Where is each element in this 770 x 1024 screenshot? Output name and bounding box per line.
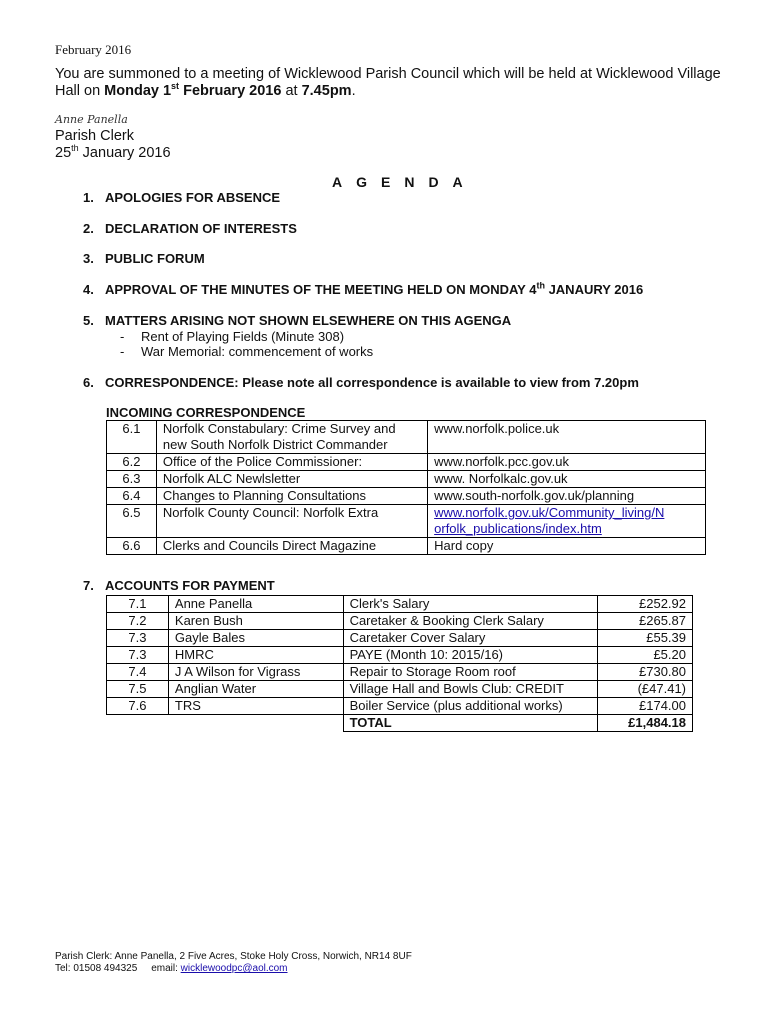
description-cell: Caretaker & Booking Clerk Salary bbox=[343, 613, 597, 630]
description-cell: Norfolk ALC Newlsletter bbox=[156, 471, 427, 488]
link-cell: Hard copy bbox=[428, 538, 706, 555]
description-cell: Office of the Police Commissioner: bbox=[156, 454, 427, 471]
table-row bbox=[107, 664, 693, 681]
table-row bbox=[107, 630, 693, 647]
ref-cell: 7.6 bbox=[107, 698, 169, 715]
agenda-item-suffix: th bbox=[536, 280, 545, 291]
payee-cell: Gayle Bales bbox=[168, 630, 343, 647]
summons-time: 7.45pm bbox=[301, 83, 352, 99]
ref-cell: 6.6 bbox=[107, 538, 157, 555]
ref-cell: 6.2 bbox=[107, 454, 157, 471]
clerk-signature: Anne Panella bbox=[55, 113, 128, 126]
amount-cell: (£47.41) bbox=[598, 681, 693, 698]
norfolk-publications-link-cont[interactable]: orfolk_publications/index.htm bbox=[434, 521, 602, 536]
amount-cell: £730.80 bbox=[598, 664, 693, 681]
description-line: new South Norfolk District Commander bbox=[162, 437, 388, 452]
summons-text: You are summoned to a meeting of Wicklewood Parish Council which will be held at Wicklewood Village Hall on bbox=[55, 66, 721, 99]
clerk-date bbox=[55, 145, 171, 161]
matters-arising-item bbox=[120, 329, 344, 344]
description-cell: Changes to Planning Consultations bbox=[156, 488, 427, 505]
agenda-item-number: 6. bbox=[83, 375, 94, 390]
agenda-item-number: 4. bbox=[83, 282, 94, 297]
amount-cell: £265.87 bbox=[598, 613, 693, 630]
link-cell: www. Norfolkalc.gov.uk bbox=[428, 471, 706, 488]
description-cell: Boiler Service (plus additional works) bbox=[343, 698, 597, 715]
table-row bbox=[107, 488, 706, 505]
agenda-item-text: CORRESPONDENCE: Please note all correspondence is available to view from 7.20pm bbox=[105, 375, 639, 390]
amount-cell: £252.92 bbox=[598, 596, 693, 613]
footer-email-label: email: bbox=[137, 963, 181, 974]
agenda-item-number: 2. bbox=[83, 221, 94, 236]
table-row bbox=[107, 596, 693, 613]
ref-cell: 6.5 bbox=[107, 505, 157, 538]
agenda-item-text: ACCOUNTS FOR PAYMENT bbox=[105, 578, 275, 593]
description-cell: Repair to Storage Room roof bbox=[343, 664, 597, 681]
amount-cell: £5.20 bbox=[598, 647, 693, 664]
description-cell: Clerks and Councils Direct Magazine bbox=[156, 538, 427, 555]
payee-cell: TRS bbox=[168, 698, 343, 715]
ref-cell: 6.3 bbox=[107, 471, 157, 488]
meeting-summons bbox=[55, 66, 735, 100]
agenda-item-text: APPROVAL OF THE MINUTES OF THE MEETING HELD ON MONDAY 4 bbox=[105, 282, 537, 297]
bullet-dash: - bbox=[120, 344, 125, 359]
description-cell: Caretaker Cover Salary bbox=[343, 630, 597, 647]
payee-cell: Anglian Water bbox=[168, 681, 343, 698]
total-amount: £1,484.18 bbox=[598, 715, 693, 732]
table-row bbox=[107, 698, 693, 715]
ref-cell: 6.1 bbox=[107, 421, 157, 454]
agenda-item-text: APOLOGIES FOR ABSENCE bbox=[105, 190, 281, 205]
ref-cell: 7.3 bbox=[107, 630, 169, 647]
table-row bbox=[107, 421, 706, 454]
table-row bbox=[107, 505, 706, 538]
agenda-item-text: MATTERS ARISING NOT SHOWN ELSEWHERE ON THIS AGENGA bbox=[105, 313, 512, 328]
empty-cell bbox=[107, 715, 169, 732]
header-date: February 2016 bbox=[55, 42, 132, 57]
table-row bbox=[107, 471, 706, 488]
summons-day: Monday 1 bbox=[104, 83, 172, 99]
total-row bbox=[107, 715, 693, 732]
ref-cell: 7.5 bbox=[107, 681, 169, 698]
payee-cell: Karen Bush bbox=[168, 613, 343, 630]
agenda-item-number: 7. bbox=[83, 578, 94, 593]
link-cell: www.south-norfolk.gov.uk/planning bbox=[428, 488, 706, 505]
payee-cell: Anne Panella bbox=[168, 596, 343, 613]
empty-cell bbox=[168, 715, 343, 732]
norfolk-publications-link[interactable]: www.norfolk.gov.uk/Community_living/N bbox=[434, 505, 665, 520]
ref-cell: 6.4 bbox=[107, 488, 157, 505]
agenda-item-text: PUBLIC FORUM bbox=[105, 251, 205, 266]
agenda-item-text: DECLARATION OF INTERESTS bbox=[105, 221, 297, 236]
ref-cell: 7.4 bbox=[107, 664, 169, 681]
ref-cell: 7.2 bbox=[107, 613, 169, 630]
matters-arising-text: Rent of Playing Fields (Minute 308) bbox=[141, 329, 345, 344]
description-cell: Norfolk County Council: Norfolk Extra bbox=[156, 505, 427, 538]
total-label: TOTAL bbox=[343, 715, 597, 732]
payee-cell: HMRC bbox=[168, 647, 343, 664]
agenda-item-4 bbox=[83, 282, 643, 297]
table-row bbox=[107, 538, 706, 555]
agenda-item-number: 5. bbox=[83, 313, 94, 328]
description-cell: Clerk's Salary bbox=[343, 596, 597, 613]
clerk-date-suffix: th bbox=[71, 143, 79, 154]
description-line: Norfolk Constabulary: Crime Survey and bbox=[162, 421, 396, 436]
agenda-item-tail: JANAURY 2016 bbox=[544, 282, 644, 297]
link-cell bbox=[428, 505, 706, 538]
description-cell: PAYE (Month 10: 2015/16) bbox=[343, 647, 597, 664]
agenda-item-7 bbox=[83, 578, 275, 593]
clerk-title: Parish Clerk bbox=[55, 128, 134, 144]
agenda-item-2 bbox=[83, 221, 297, 236]
table-row bbox=[107, 454, 706, 471]
bullet-dash: - bbox=[120, 329, 125, 344]
correspondence-table bbox=[106, 420, 706, 555]
footer-address: Parish Clerk: Anne Panella, 2 Five Acres, Stoke Holy Cross, Norwich, NR14 8UF bbox=[55, 951, 412, 962]
ref-cell: 7.1 bbox=[107, 596, 169, 613]
link-cell: www.norfolk.pcc.gov.uk bbox=[428, 454, 706, 471]
matters-arising-text: War Memorial: commencement of works bbox=[141, 344, 374, 359]
amount-cell: £55.39 bbox=[598, 630, 693, 647]
agenda-item-number: 1. bbox=[83, 190, 94, 205]
agenda-item-3 bbox=[83, 251, 205, 266]
agenda-item-1 bbox=[83, 190, 280, 205]
link-cell bbox=[428, 421, 706, 454]
table-row bbox=[107, 681, 693, 698]
accounts-table bbox=[106, 595, 693, 732]
summons-day-suffix: st bbox=[171, 81, 180, 92]
clerk-date-day: 25 bbox=[55, 145, 72, 161]
ref-cell: 7.3 bbox=[107, 647, 169, 664]
table-row bbox=[107, 647, 693, 664]
agenda-item-number: 3. bbox=[83, 251, 94, 266]
agenda-item-5 bbox=[83, 313, 511, 328]
summons-at: at bbox=[281, 83, 302, 99]
table-row bbox=[107, 613, 693, 630]
website-text: www.norfolk.police.uk bbox=[434, 421, 560, 436]
agenda-item-6 bbox=[83, 375, 639, 390]
description-cell bbox=[156, 421, 427, 454]
summons-month-year: February 2016 bbox=[179, 83, 282, 99]
amount-cell: £174.00 bbox=[598, 698, 693, 715]
agenda-heading: AGENDA bbox=[332, 174, 477, 190]
footer-tel: Tel: 01508 494325 bbox=[55, 963, 138, 974]
footer bbox=[55, 951, 412, 975]
footer-email-link[interactable]: wicklewoodpc@aol.com bbox=[180, 963, 288, 974]
clerk-date-rest: January 2016 bbox=[78, 145, 171, 161]
summons-end: . bbox=[351, 83, 356, 99]
footer-contact bbox=[55, 963, 412, 975]
matters-arising-item bbox=[120, 344, 373, 359]
description-cell: Village Hall and Bowls Club: CREDIT bbox=[343, 681, 597, 698]
payee-cell: J A Wilson for Vigrass bbox=[168, 664, 343, 681]
incoming-correspondence-title: INCOMING CORRESPONDENCE bbox=[106, 405, 306, 420]
